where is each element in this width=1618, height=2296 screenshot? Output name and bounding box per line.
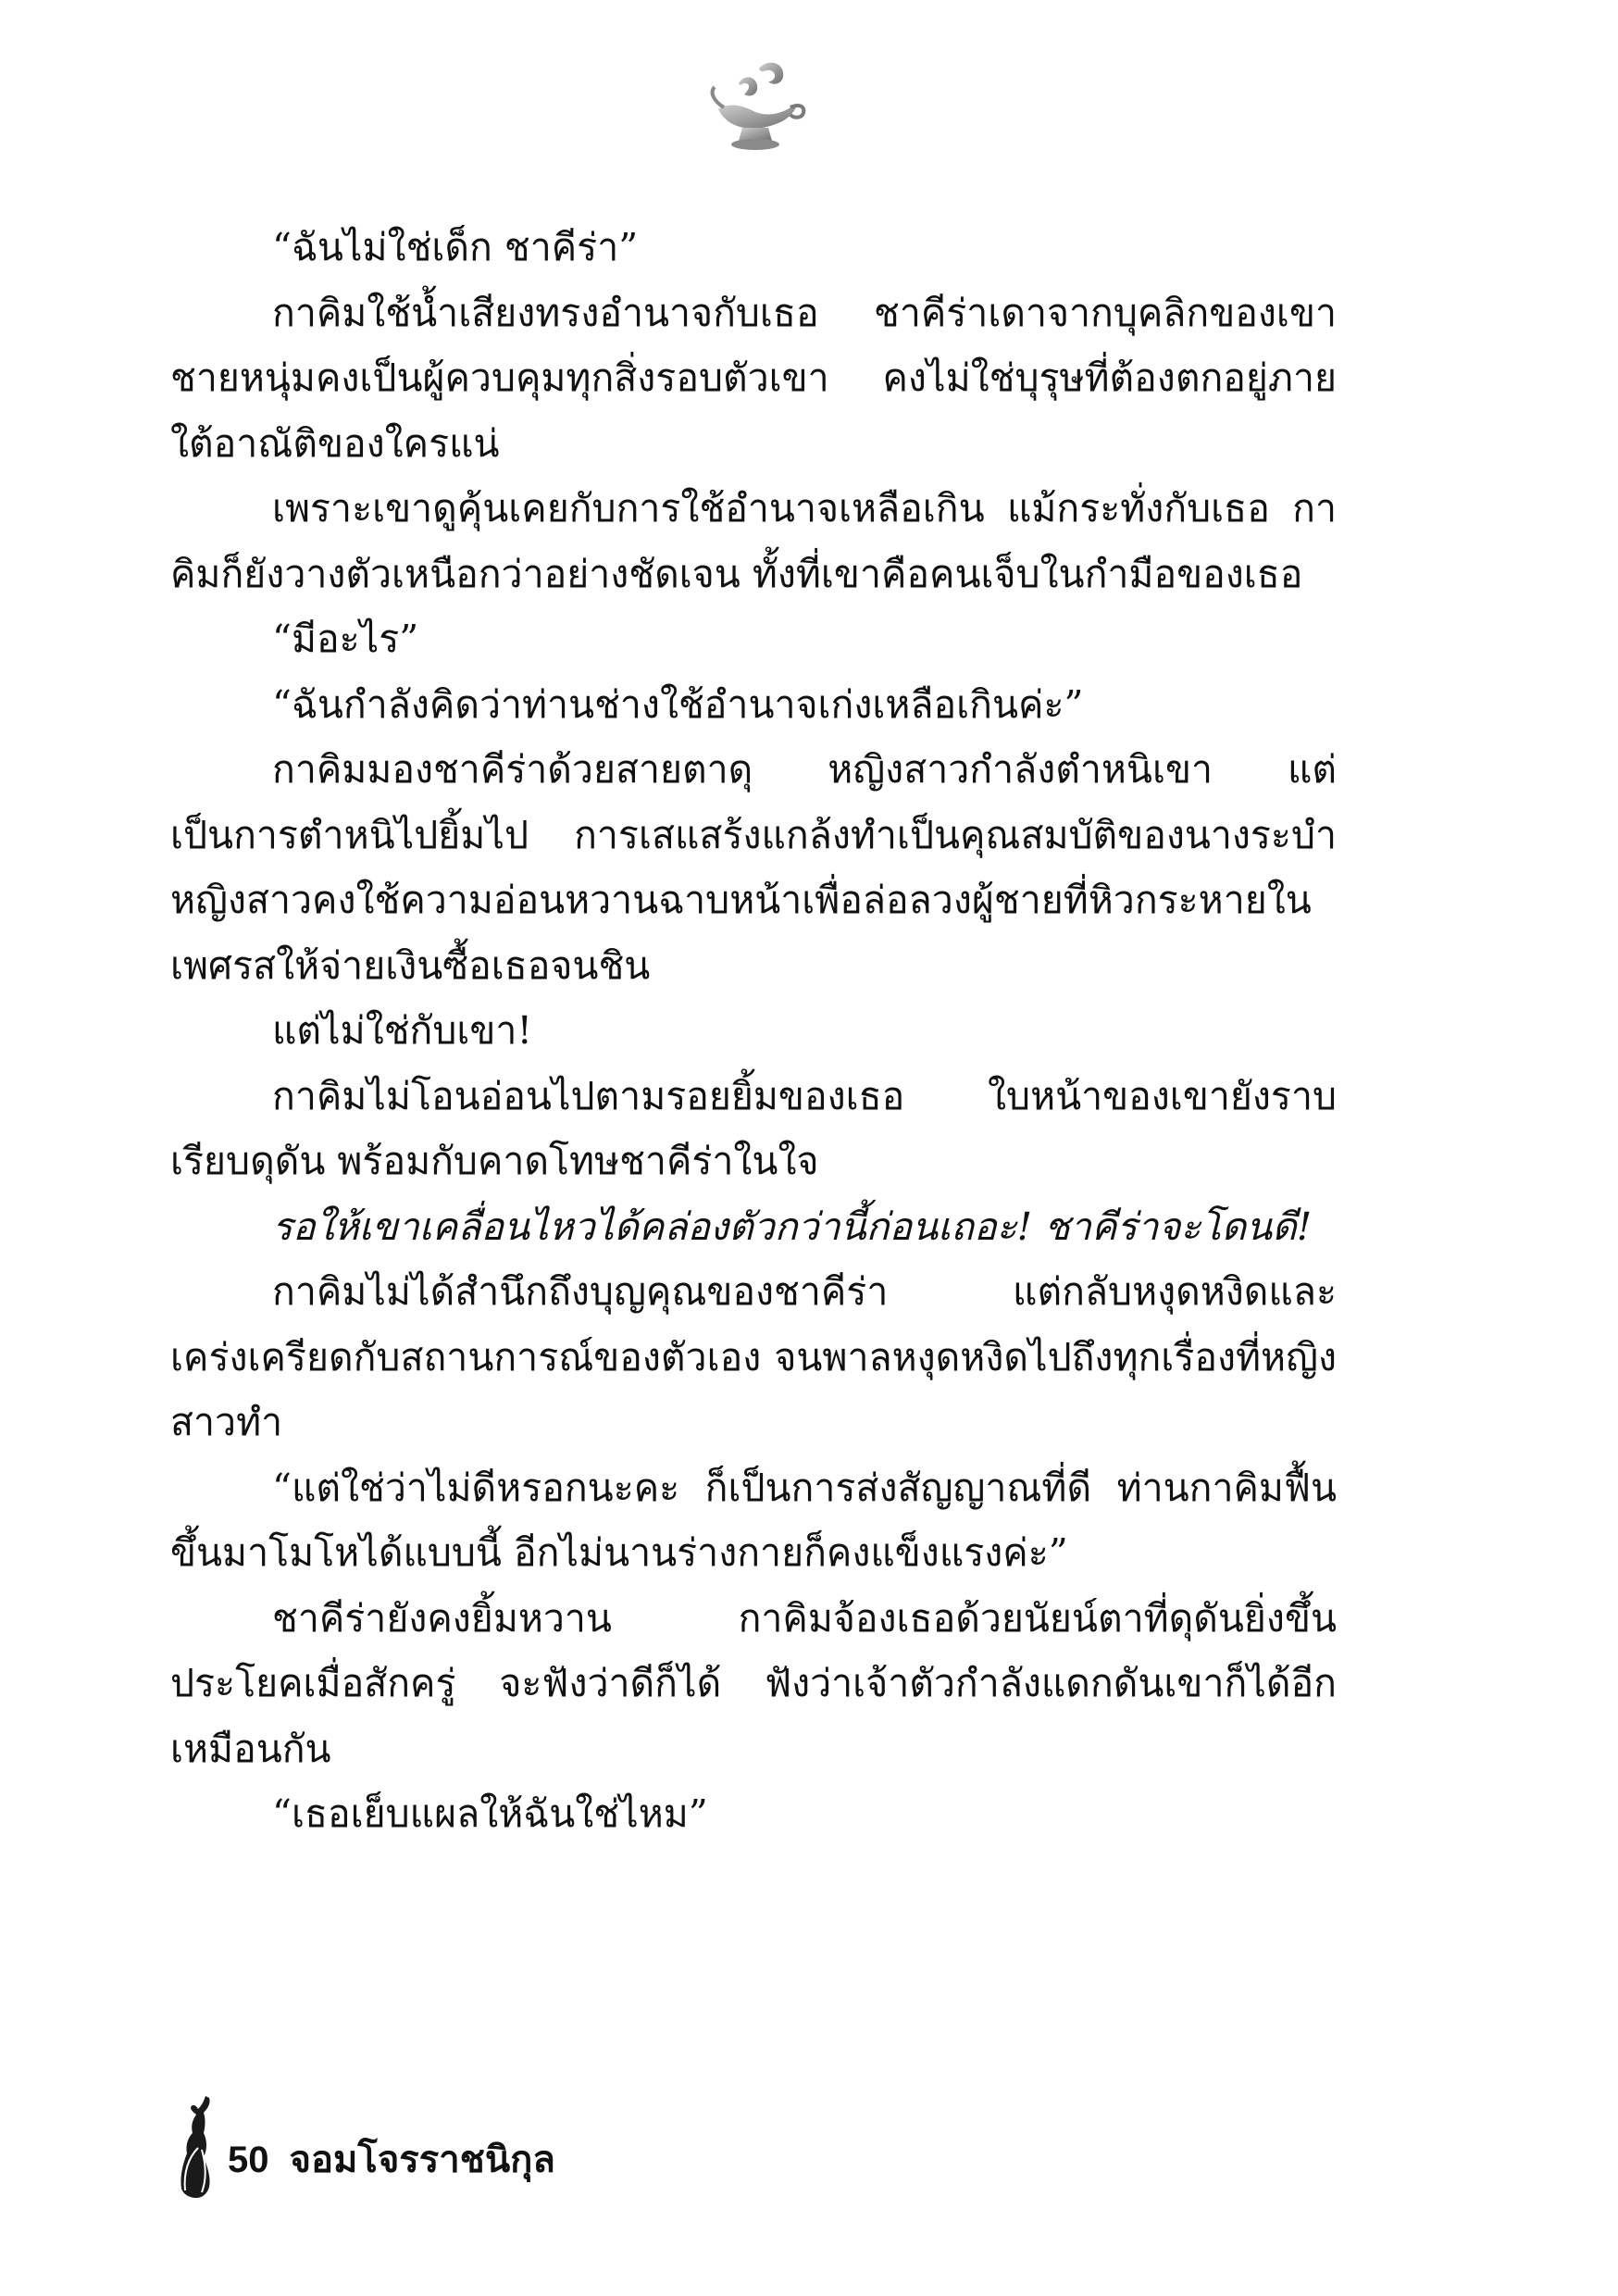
magic-lamp-icon: [702, 56, 813, 167]
paragraph: กาคิมไม่โอนอ่อนไปตามรอยยิ้มของเธอ ใบหน้าของเขายังราบเรียบดุดัน พร้อมกับคาดโทษชาคีร่าในใจ: [170, 1073, 1337, 1183]
paragraph: “ฉันไม่ใช่เด็ก ชาคีร่า”: [272, 225, 639, 269]
body-text: [170, 215, 1337, 1847]
paragraph: “เธอเย็บแผลให้ฉันใช่ไหม”: [272, 1791, 708, 1836]
paragraph: “แต่ใช่ว่าไม่ดีหรอกนะคะ ก็เป็นการส่งสัญญาณที่ดี ท่านกาคิมฟื้นขึ้นมาโมโหได้แบบนี้ อีกไม่นานร่างกายก็คงแข็งแรงค่ะ”: [170, 1465, 1337, 1575]
paragraph: “ฉันกำลังคิดว่าท่านช่างใช้อำนาจเก่งเหลือเกินค่ะ”: [272, 681, 1084, 727]
paragraph: กาคิมมองชาคีร่าด้วยสายตาดุ หญิงสาวกำลังตำหนิเขา แต่เป็นการตำหนิไปยิ้มไป การเสแสร้งแกล้งทำเป็นคุณสมบัติของนางระบำ หญิงสาวคงใช้ความอ่อนหวานฉาบหน้าเพื่อล่อลวงผู้ชายที่หิวกระหายในเพศรสให้จ่ายเงินซื้อเธอจนชิน: [170, 747, 1337, 988]
paragraph: ชาคีร่ายังคงยิ้มหวาน กาคิมจ้องเธอด้วยนัยน์ตาที่ดุดันยิ่งขึ้น ประโยคเมื่อสักครู่ จะฟังว่าดีก็ได้ ฟังว่าเจ้าตัวกำลังแดกดันเขาก็ได้อีกเหมือนกัน: [170, 1595, 1337, 1771]
paragraph: “มีอะไร”: [272, 617, 419, 661]
paragraph: กาคิมไม่ได้สำนึกถึงบุญคุณของชาคีร่า แต่กลับหงุดหงิดและเคร่งเครียดกับสถานการณ์ของตัวเอง จนพาลหงุดหงิดไปถึงทุกเรื่องที่หญิงสาวทำ: [170, 1269, 1337, 1444]
paragraph-italic: รอให้เขาเคลื่อนไหวได้คล่องตัวกว่านี้ก่อนเถอะ! ชาคีร่าจะโดนดี!: [272, 1204, 1313, 1249]
dancer-silhouette-icon: [170, 2092, 224, 2202]
paragraph: กาคิมใช้น้ำเสียงทรงอำนาจกับเธอ ชาคีร่าเดาจากบุคลิกของเขา ชายหนุ่มคงเป็นผู้ควบคุมทุกสิ่งรอบตัวเขา คงไม่ใช่บุรุษที่ต้องตกอยู่ภายใต้อาณัติของใครแน่: [170, 290, 1337, 466]
paragraph: แต่ไม่ใช่กับเขา!: [272, 1008, 532, 1053]
folio: [228, 2137, 555, 2183]
book-title: จอมโจรราชนิกุล: [289, 2140, 555, 2180]
page-footer: [170, 2092, 726, 2203]
paragraph: เพราะเขาดูคุ้นเคยกับการใช้อำนาจเหลือเกิน แม้กระทั่งกับเธอ กาคิมก็ยังวางตัวเหนือกว่าอย่างชัดเจน ทั้งที่เขาคือคนเจ็บในกำมือของเธอ: [170, 486, 1337, 596]
page-number: 50: [228, 2140, 269, 2180]
